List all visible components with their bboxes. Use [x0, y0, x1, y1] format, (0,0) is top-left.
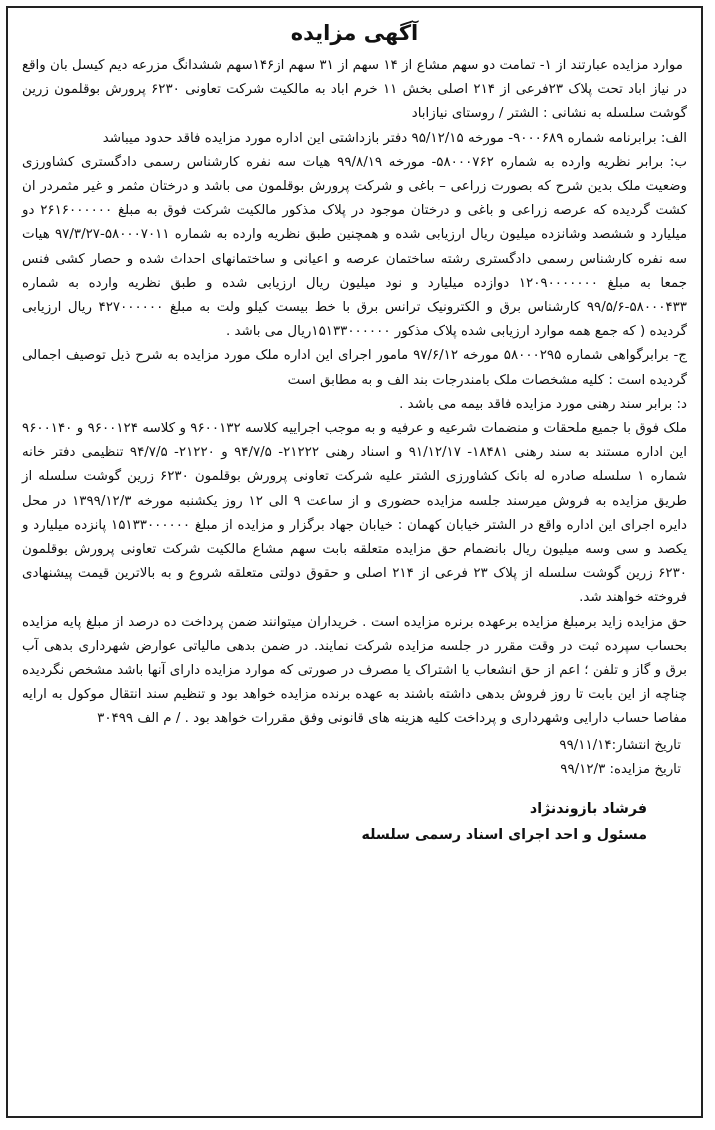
notice-frame — [6, 6, 703, 1118]
notice-content — [22, 14, 687, 1110]
paragraph-auction-items: موارد مزایده عبارتند از ۱- تمامت دو سهم مشاع از ۱۴ سهم از ۳۱ سهم از۱۴۶سهم ششدانگ مزرعه دیم کیسل بان واقع در نیاز اباد تحت پلاک ۲۳فرعی از ۲۱۴ اصلی بخش ۱۱ خرم اباد به مالکیت شرکت تعاونی ۶۲۳۰ پرورش بوقلمون زرین گوشت سلسله به نشانی : الشتر / روستای نیازاباد — [22, 58, 687, 122]
paragraph-jim: ج- برابرگواهی شماره ۵۸۰۰۰۲۹۵ مورخه ۹۷/۶/۱۲ مامور اجرای این اداره ملک مورد مزایده به شرح ذیل توصیف اجمالی گردیده است : کلیه مشخصات ملک بامندرجات بند الف و به مطابق است — [22, 348, 687, 388]
signature-block — [22, 796, 687, 848]
paragraph-property-sale: ملک فوق با جمیع ملحقات و منضمات شرعیه و عرفیه و به موجب اجراییه کلاسه ۹۶۰۰۱۳۲ و کلاسه ۹۶۰۰۱۲۴ و ۹۶۰۰۱۴۰ این اداره مستند به سند رهنی ۱۸۴۸۱- ۹۱/۱۲/۱۷ و اسناد رهنی ۲۱۲۲۲- ۹۴/۷/۵ و ۲۱۲۲۰- ۹۴/۷/۵ تنظیمی دفتر خانه شماره ۱ سلسله صادره له بانک کشاورزی الشتر علیه شرکت تعاونی پرورش بوقلمون ۶۲۳۰ زرین گوشت سلسله از طریق مزایده به فروش میرسند جلسه مزایده حضوری و از ساعت ۹ الی ۱۲ روز یکشنبه مورخه ۱۳۹۹/۱۲/۳ در محل دایره اجرای این اداره واقع در الشتر خیابان کهمان : خیابان جهاد برگزار و مزایده از مبلغ ۱۵۱۳۳۰۰۰۰۰۰ پانزده میلیارد و یکصد و سی وسه میلیون ریال بانضمام حق مزایده متعلقه بابت سهم مشاع مالکیت شرکت تعاونی پرورش بوقلمون ۶۲۳۰ زرین گوشت سلسله از پلاک ۲۳ فرعی از ۲۱۴ اصلی و حقوق دولتی متعلقه شروع و به بالاترین قیمت پیشنهادی فروخته خواهند شد. — [22, 421, 688, 606]
paragraph-alef: الف: برابرنامه شماره ۹۰۰۰۶۸۹- مورخه ۹۵/۱۲/۱۵ دفتر بازداشتی این اداره مورد مزایده فاقد حدود میباشد — [102, 130, 687, 146]
publish-date: تاریخ انتشار:۹۹/۱۱/۱۴ — [559, 737, 681, 753]
paragraph-be: ب: برابر نظریه وارده به شماره ۵۸۰۰۰۷۶۲- مورخه ۹۹/۸/۱۹ هیات سه نفره کارشناس رسمی دادگستری کشاورزی وضعیت ملک بدین شرح که بصورت زراعی – باغی و شرکت پرورش بوقلمون می باشد و درختان مثمر و غیر مثمردر ان کشت گردیده که عرصه زراعی و باغی و درختان موجود در پلاک مذکور مالکیت شرکت فوق به مبلغ ۲۶۱۶۰۰۰۰۰۰ دو میلیارد و ششصد وشانزده میلیون ریال ارزیابی شده و همچنین طبق نظریه وارده به شماره ۵۸۰۰۰۷۰۱۱-۹۷/۳/۲۷ هیات سه نفره کارشناس رسمی دادگستری رشته ساختمان عرصه و اعیانی و ساختمانهای احداث شده و حصار کشی فنس جمعا به مبلغ ۱۲۰۹۰۰۰۰۰۰۰ دوازده میلیارد و نود میلیون ریال ارزیابی شده و طبق نظریه وارده به شماره ۵۸۰۰۰۴۳۳-۹۹/۵/۶ کارشناس برق و الکترونیک ترانس برق با خط بیست کیلو ولت به مبلغ ۴۲۷۰۰۰۰۰۰ ریال ارزیابی گردیده ( که جمع همه موارد ارزیابی شده پلاک مذکور ۱۵۱۳۳۰۰۰۰۰۰ریال می باشد . — [22, 154, 688, 340]
dates-block — [22, 734, 687, 782]
signer-name: فرشاد بازوندنژاد — [529, 800, 647, 817]
notice-title: آگهی مزایده — [290, 21, 419, 45]
paragraph-auction-terms: حق مزایده زاید برمبلغ مزایده برعهده برنره مزایده است . خریداران میتوانند ضمن پرداخت ده درصد از مبلغ پایه مزایده بحساب سپرده ثبت در وقت مقرر در جلسه مزایده شرکت نمایند. در ضمن بدهی مالیاتی عوارض شهرداری بدهی آب برق و گاز و تلفن ؛ اعم از حق انشعاب یا اشتراک یا مصرف در صورتی که موارد مزایده دارای آنها باشد مشخص نگردیده چناچه از این بابت تا روز فروش بدهی داشته باشند به عهده برنده مزایده خواهد بود و تنظیم سند انتقال موکول به ارایه مفاصا حساب دارایی وشهرداری و پرداخت کلیه هزینه های قانونی وفق مقررات خواهد بود . / م الف ۳۰۴۹۹ — [22, 614, 687, 727]
auction-date: تاریخ مزایده: ۹۹/۱۲/۳ — [560, 761, 681, 777]
signer-title: مسئول و احد اجرای اسناد رسمی سلسله — [361, 826, 647, 843]
paragraph-dal: د: برابر سند رهنی مورد مزایده فاقد بیمه می باشد . — [399, 396, 687, 412]
